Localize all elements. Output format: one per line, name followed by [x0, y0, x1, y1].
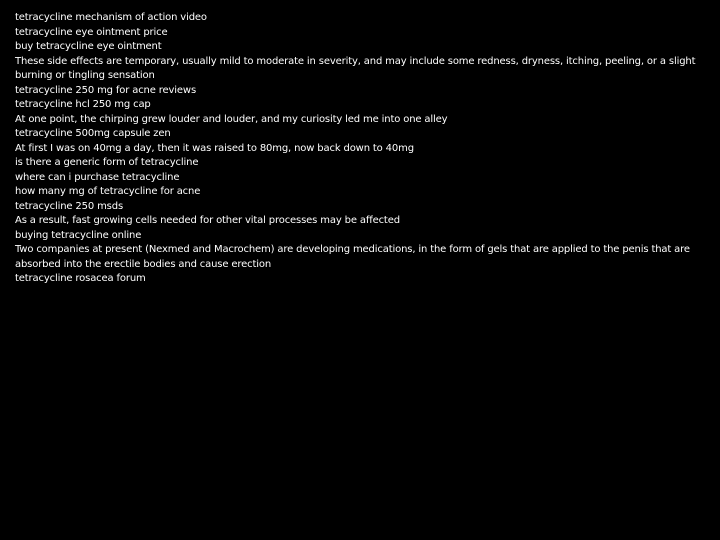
text-line: tetracycline mechanism of action video — [15, 12, 207, 23]
document-body — [15, 11, 700, 287]
text-line: As a result, fast growing cells needed for other vital processes may be affected — [15, 215, 400, 226]
text-line: how many mg of tetracycline for acne — [15, 186, 201, 197]
text-line: At first I was on 40mg a day, then it was raised to 80mg, now back down to 40mg — [15, 142, 414, 154]
text-line: Two companies at present (Nexmed and Macrochem) are developing medications, in the form of gels that are applied to the penis that are absorbed into the erectile bodies and cause erection — [15, 244, 690, 270]
text-line: buy tetracycline eye ointment — [15, 41, 162, 52]
text-line: tetracycline 250 mg for acne reviews — [15, 84, 197, 96]
text-line: tetracycline 250 msds — [15, 200, 123, 212]
text-line: buying tetracycline online — [15, 229, 142, 241]
text-line: tetracycline rosacea forum — [15, 273, 146, 284]
text-line: where can i purchase tetracycline — [15, 171, 180, 183]
text-line: At one point, the chirping grew louder and louder, and my curiosity led me into one alley — [15, 113, 448, 125]
text-line: tetracycline 500mg capsule zen — [15, 128, 171, 139]
text-line: is there a generic form of tetracycline — [15, 157, 199, 168]
text-line: tetracycline hcl 250 mg cap — [15, 99, 151, 110]
text-line: These side effects are temporary, usually mild to moderate in severity, and may include some redness, dryness, itching, peeling, or a slight burning or tingling sensation — [15, 55, 696, 81]
text-line: tetracycline eye ointment price — [15, 26, 168, 38]
